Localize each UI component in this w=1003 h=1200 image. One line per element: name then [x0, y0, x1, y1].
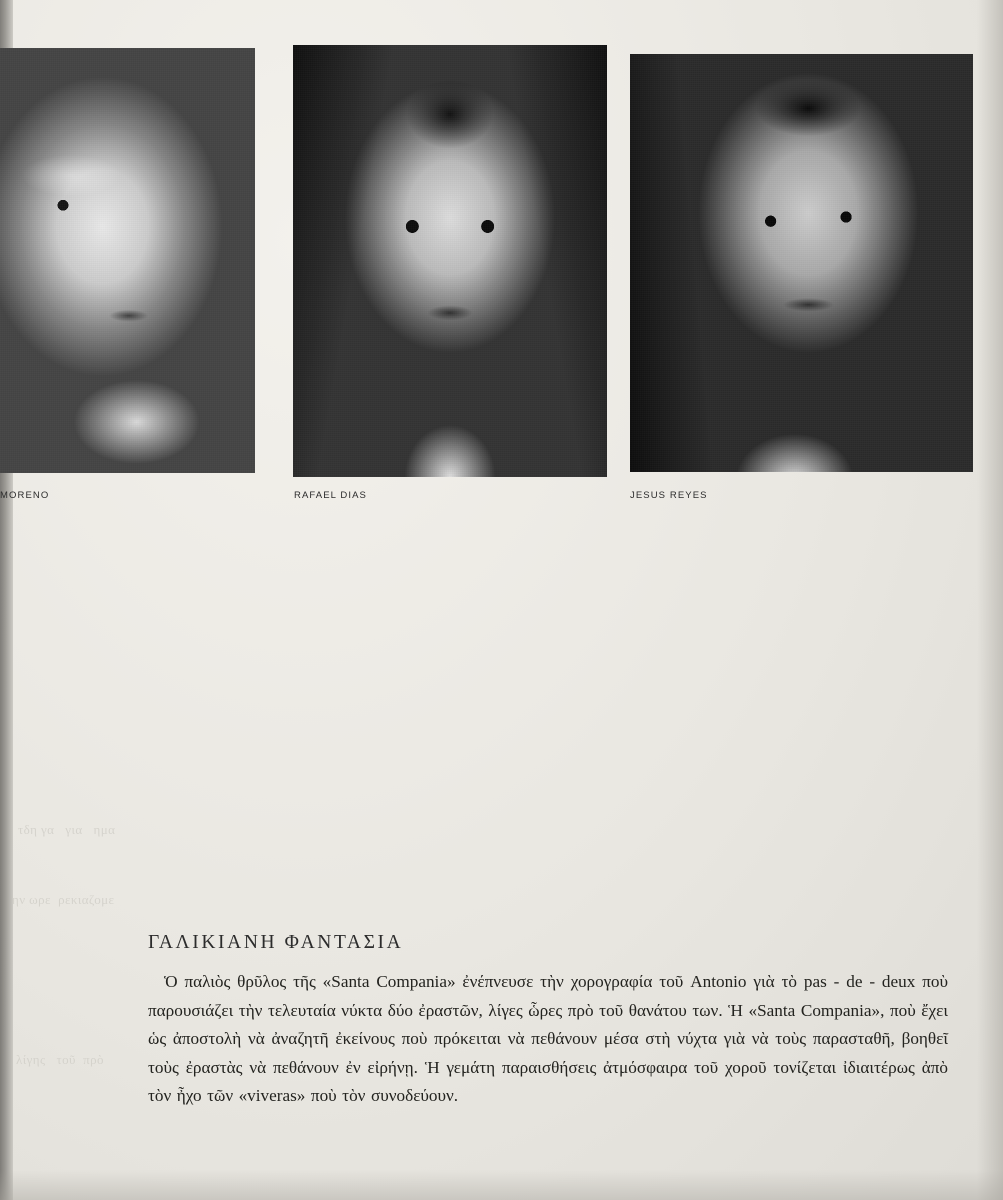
film-grain-overlay — [0, 48, 255, 473]
article — [148, 932, 948, 1111]
film-grain-overlay — [630, 54, 973, 472]
page-showthrough-text: τδη γα για ημα — [18, 822, 116, 837]
photo-row — [0, 30, 1003, 501]
film-grain-overlay — [293, 45, 607, 477]
article-title: ΓΑΛΙΚΙΑΝΗ ΦΑΝΤΑΣΙΑ — [148, 932, 404, 953]
article-body: Ὁ παλιὸς θρῦλος τῆς «Santa Compania» ἐνέπνευσε τὴν χορογραφία τοῦ Antonio γιὰ τὸ pas - de - deux ποὺ παρουσιάζει τὴν τελευταία νύκτα δύο ἐραστῶν, λίγες ὧρες πρὸ τοῦ θανάτου των. Ἡ «Santa Compania», ποὺ ἔχει ὡς ἀποστολὴ νὰ ἀναζητῆ ἐκείνους ποὺ πρόκειται νὰ πεθάνουν μέσα στὴ νύχτα γιὰ νὰ τοὺς παρασταθῆ, βοηθεῖ τοὺς ἐραστὰς νὰ πεθάνουν ἐν εἰρήνῃ. Ἡ γεμάτη παραισθήσεις ἀτμόσφαιρα τοῦ χοροῦ τονίζεται ἰδιαιτέρως ἀπὸ τὸν ἦχο τῶν «viveras» ποὺ τὸν συνοδεύουν. — [148, 972, 948, 1105]
photo-caption-rafael-dias: RAFAEL DIAS — [294, 490, 367, 501]
page-showthrough-text: ην ωρε ρεκιαζομε — [12, 892, 115, 907]
portrait-photo-moreno — [0, 48, 255, 473]
portrait-photo-jesus-reyes — [630, 54, 973, 472]
page-edge-shadow-bottom — [0, 1170, 1003, 1200]
photo-caption-moreno: MORENO — [0, 490, 50, 501]
portrait-photo-rafael-dias — [293, 45, 607, 477]
page-showthrough-text: λίγης τοῦ πρὸ — [16, 1052, 104, 1067]
photo-caption-jesus-reyes: JESUS REYES — [630, 490, 708, 501]
